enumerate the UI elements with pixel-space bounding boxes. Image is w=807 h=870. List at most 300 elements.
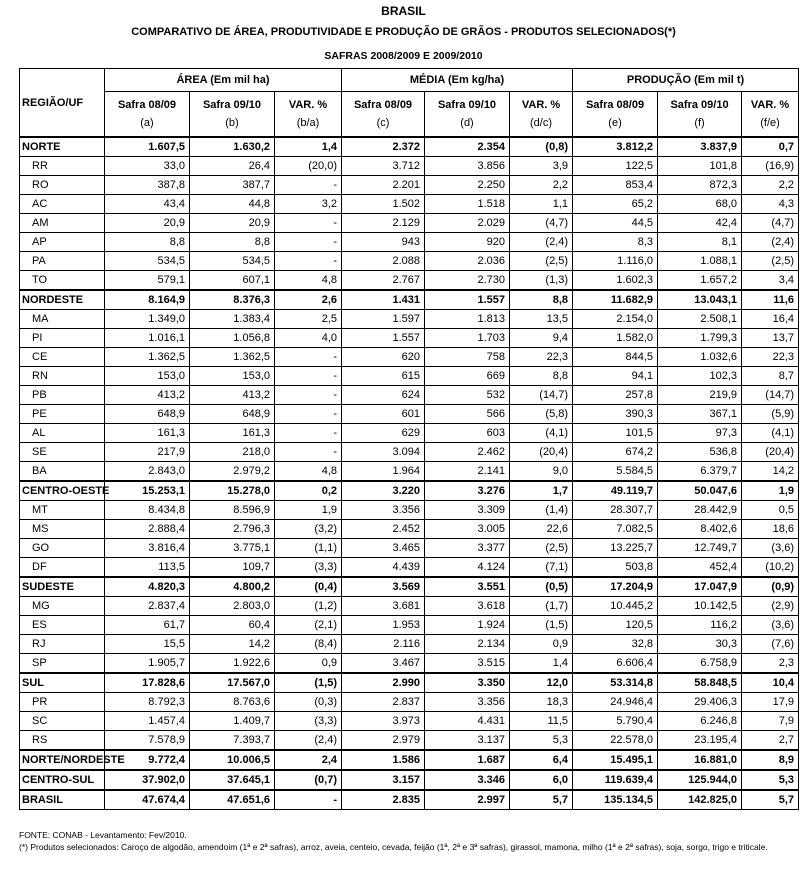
value-cell: 0,9 xyxy=(510,635,573,654)
value-cell: 5,7 xyxy=(510,790,573,810)
value-cell: - xyxy=(275,348,342,367)
value-cell: 5,7 xyxy=(742,790,799,810)
value-cell: 20,9 xyxy=(190,214,275,233)
value-cell: 536,8 xyxy=(658,443,742,462)
value-cell: 413,2 xyxy=(190,386,275,405)
value-cell: - xyxy=(275,790,342,810)
region-name: NORDESTE xyxy=(20,290,105,310)
value-cell: 2.979,2 xyxy=(190,462,275,482)
value-cell: 620 xyxy=(342,348,425,367)
value-cell: 3.220 xyxy=(342,481,425,501)
value-cell: 4,3 xyxy=(742,195,799,214)
value-cell: 3.569 xyxy=(342,577,425,597)
value-cell: 2.843,0 xyxy=(105,462,190,482)
value-cell: 65,2 xyxy=(573,195,658,214)
value-cell: 452,4 xyxy=(658,558,742,578)
value-cell: 566 xyxy=(425,405,510,424)
value-cell: 2.141 xyxy=(425,462,510,482)
products-note: (*) Produtos selecionados: Caroço de algodão, amendoim (1ª e 2ª safras), arroz, aveia, centeio, cevada, feijão (1ª, 2ª e 3ª safras), girassol, mamona, milho (1ª e 2ª safras), soja, sorgo, trigo e triticale. xyxy=(19,842,768,852)
value-cell: 135.134,5 xyxy=(573,790,658,810)
table-row xyxy=(20,558,799,578)
value-cell: 119.639,4 xyxy=(573,770,658,790)
value-cell: (14,7) xyxy=(742,386,799,405)
table-row xyxy=(20,271,799,291)
value-cell: 218,0 xyxy=(190,443,275,462)
value-cell: 15.495,1 xyxy=(573,750,658,770)
value-cell: 29.406,3 xyxy=(658,693,742,712)
value-cell: 37.902,0 xyxy=(105,770,190,790)
state-name: CE xyxy=(20,348,105,367)
value-cell: 2.134 xyxy=(425,635,510,654)
value-cell: (2,5) xyxy=(742,252,799,271)
value-cell: 2.354 xyxy=(425,137,510,157)
value-cell: 20,9 xyxy=(105,214,190,233)
letter-header: (f) xyxy=(658,114,742,137)
value-cell: 22,3 xyxy=(742,348,799,367)
state-name: TO xyxy=(20,271,105,291)
value-cell: 142.825,0 xyxy=(658,790,742,810)
value-cell: 3.837,9 xyxy=(658,137,742,157)
value-cell: 17.828,6 xyxy=(105,673,190,693)
value-cell: 1.924 xyxy=(425,616,510,635)
subcol-header: Safra 08/09 xyxy=(105,92,190,115)
value-cell: 3.137 xyxy=(425,731,510,751)
value-cell: (7,6) xyxy=(742,635,799,654)
value-cell: 3.309 xyxy=(425,501,510,520)
table-row xyxy=(20,443,799,462)
value-cell: - xyxy=(275,405,342,424)
value-cell: 2,4 xyxy=(275,750,342,770)
value-cell: - xyxy=(275,424,342,443)
value-cell: 2.888,4 xyxy=(105,520,190,539)
value-cell: 1.362,5 xyxy=(105,348,190,367)
value-cell: (2,1) xyxy=(275,616,342,635)
value-cell: 8,7 xyxy=(742,367,799,386)
value-cell: 8,1 xyxy=(658,233,742,252)
region-name: CENTRO-SUL xyxy=(20,770,105,790)
value-cell: 2.250 xyxy=(425,176,510,195)
value-cell: 94,1 xyxy=(573,367,658,386)
value-cell: 3.812,2 xyxy=(573,137,658,157)
value-cell: 1.922,6 xyxy=(190,654,275,674)
value-cell: 116,2 xyxy=(658,616,742,635)
value-cell: 8,9 xyxy=(742,750,799,770)
value-cell: (3,6) xyxy=(742,616,799,635)
value-cell: 6,0 xyxy=(510,770,573,790)
value-cell: (2,9) xyxy=(742,597,799,616)
value-cell: (8,4) xyxy=(275,635,342,654)
value-cell: 6.246,8 xyxy=(658,712,742,731)
value-cell: 1.813 xyxy=(425,310,510,329)
value-cell: 1.586 xyxy=(342,750,425,770)
value-cell: 11.682,9 xyxy=(573,290,658,310)
value-cell: 11,5 xyxy=(510,712,573,731)
value-cell: 33,0 xyxy=(105,157,190,176)
value-cell: 1,9 xyxy=(742,481,799,501)
value-cell: 2.462 xyxy=(425,443,510,462)
value-cell: 4.820,3 xyxy=(105,577,190,597)
value-cell: (3,6) xyxy=(742,539,799,558)
value-cell: 2.508,1 xyxy=(658,310,742,329)
state-name: ES xyxy=(20,616,105,635)
value-cell: 10.006,5 xyxy=(190,750,275,770)
value-cell: 101,5 xyxy=(573,424,658,443)
table-row xyxy=(20,386,799,405)
value-cell: 3.350 xyxy=(425,673,510,693)
value-cell: - xyxy=(275,367,342,386)
value-cell: 2.088 xyxy=(342,252,425,271)
state-name: MT xyxy=(20,501,105,520)
value-cell: 615 xyxy=(342,367,425,386)
value-cell: 2.990 xyxy=(342,673,425,693)
value-cell: 12.749,7 xyxy=(658,539,742,558)
value-cell: 1.905,7 xyxy=(105,654,190,674)
value-cell: 2.452 xyxy=(342,520,425,539)
value-cell: (0,5) xyxy=(510,577,573,597)
value-cell: (1,3) xyxy=(510,271,573,291)
value-cell: 3.005 xyxy=(425,520,510,539)
value-cell: 11,6 xyxy=(742,290,799,310)
value-cell: 1,7 xyxy=(510,481,573,501)
table-row xyxy=(20,424,799,443)
value-cell: 1,4 xyxy=(275,137,342,157)
value-cell: 2,3 xyxy=(742,654,799,674)
letter-header: (a) xyxy=(105,114,190,137)
value-cell: 4,8 xyxy=(275,462,342,482)
production-group-header: PRODUÇÃO (Em mil t) xyxy=(573,69,799,92)
region-name: NORTE xyxy=(20,137,105,157)
value-cell: (3,3) xyxy=(275,712,342,731)
value-cell: (2,4) xyxy=(510,233,573,252)
value-cell: 579,1 xyxy=(105,271,190,291)
state-name: DF xyxy=(20,558,105,578)
value-cell: 2.837,4 xyxy=(105,597,190,616)
value-cell: 10,4 xyxy=(742,673,799,693)
value-cell: (0,9) xyxy=(742,577,799,597)
value-cell: 387,7 xyxy=(190,176,275,195)
value-cell: 2.201 xyxy=(342,176,425,195)
value-cell: 6.758,9 xyxy=(658,654,742,674)
value-cell: 844,5 xyxy=(573,348,658,367)
value-cell: 1.557 xyxy=(425,290,510,310)
table-row xyxy=(20,790,799,810)
subcol-header: VAR. % xyxy=(742,92,799,115)
value-cell: 3.467 xyxy=(342,654,425,674)
value-cell: 109,7 xyxy=(190,558,275,578)
state-name: RO xyxy=(20,176,105,195)
value-cell: 758 xyxy=(425,348,510,367)
value-cell: - xyxy=(275,443,342,462)
value-cell: 5,3 xyxy=(742,770,799,790)
letter-header: (e) xyxy=(573,114,658,137)
state-name: MA xyxy=(20,310,105,329)
table-row xyxy=(20,329,799,348)
value-cell: 15.253,1 xyxy=(105,481,190,501)
state-name: AP xyxy=(20,233,105,252)
value-cell: (0,8) xyxy=(510,137,573,157)
value-cell: 1.088,1 xyxy=(658,252,742,271)
value-cell: 17.567,0 xyxy=(190,673,275,693)
value-cell: 1,9 xyxy=(275,501,342,520)
value-cell: 629 xyxy=(342,424,425,443)
value-cell: 28.442,9 xyxy=(658,501,742,520)
value-cell: 1.657,2 xyxy=(658,271,742,291)
value-cell: - xyxy=(275,233,342,252)
value-cell: 1.116,0 xyxy=(573,252,658,271)
table-row xyxy=(20,520,799,539)
value-cell: 601 xyxy=(342,405,425,424)
value-cell: 47.674,4 xyxy=(105,790,190,810)
letter-header: (b) xyxy=(190,114,275,137)
table-row xyxy=(20,654,799,674)
subcol-header: Safra 09/10 xyxy=(658,92,742,115)
value-cell: 2.029 xyxy=(425,214,510,233)
value-cell: 2.796,3 xyxy=(190,520,275,539)
value-cell: 8.792,3 xyxy=(105,693,190,712)
value-cell: 2,6 xyxy=(275,290,342,310)
value-cell: 603 xyxy=(425,424,510,443)
table-row xyxy=(20,731,799,751)
table-row xyxy=(20,501,799,520)
value-cell: 50.047,6 xyxy=(658,481,742,501)
value-cell: 8.376,3 xyxy=(190,290,275,310)
value-cell: 5.790,4 xyxy=(573,712,658,731)
value-cell: 23.195,4 xyxy=(658,731,742,751)
table-row xyxy=(20,770,799,790)
value-cell: 8,8 xyxy=(510,290,573,310)
state-name: RN xyxy=(20,367,105,386)
state-name: SC xyxy=(20,712,105,731)
value-cell: 6.379,7 xyxy=(658,462,742,482)
region-name: BRASIL xyxy=(20,790,105,810)
value-cell: 47.651,6 xyxy=(190,790,275,810)
table-row xyxy=(20,290,799,310)
region-name: CENTRO-OESTE xyxy=(20,481,105,501)
value-cell: 1.362,5 xyxy=(190,348,275,367)
value-cell: 257,8 xyxy=(573,386,658,405)
value-cell: (5,8) xyxy=(510,405,573,424)
value-cell: 16.881,0 xyxy=(658,750,742,770)
table-row xyxy=(20,673,799,693)
value-cell: 624 xyxy=(342,386,425,405)
value-cell: 3.356 xyxy=(425,693,510,712)
header-subcol-row xyxy=(20,92,799,115)
value-cell: (4,7) xyxy=(742,214,799,233)
value-cell: (4,7) xyxy=(510,214,573,233)
table-row xyxy=(20,157,799,176)
value-cell: 4,0 xyxy=(275,329,342,348)
value-cell: (1,5) xyxy=(510,616,573,635)
value-cell: 503,8 xyxy=(573,558,658,578)
value-cell: 18,6 xyxy=(742,520,799,539)
value-cell: 3.775,1 xyxy=(190,539,275,558)
value-cell: - xyxy=(275,386,342,405)
table-row xyxy=(20,750,799,770)
value-cell: 44,5 xyxy=(573,214,658,233)
value-cell: 3.094 xyxy=(342,443,425,462)
subcol-header: Safra 08/09 xyxy=(342,92,425,115)
area-group-header: ÁREA (Em mil ha) xyxy=(105,69,342,92)
value-cell: 8.402,6 xyxy=(658,520,742,539)
value-cell: (10,2) xyxy=(742,558,799,578)
value-cell: 30,3 xyxy=(658,635,742,654)
value-cell: 3.356 xyxy=(342,501,425,520)
state-name: BA xyxy=(20,462,105,482)
value-cell: 4,8 xyxy=(275,271,342,291)
value-cell: 53.314,8 xyxy=(573,673,658,693)
value-cell: 648,9 xyxy=(190,405,275,424)
yield-group-header: MÉDIA (Em kg/ha) xyxy=(342,69,573,92)
value-cell: 1.602,3 xyxy=(573,271,658,291)
state-name: PB xyxy=(20,386,105,405)
value-cell: 3,2 xyxy=(275,195,342,214)
value-cell: 15.278,0 xyxy=(190,481,275,501)
header-letter-row xyxy=(20,114,799,137)
value-cell: 58.848,5 xyxy=(658,673,742,693)
value-cell: 97,3 xyxy=(658,424,742,443)
value-cell: 8,3 xyxy=(573,233,658,252)
value-cell: 2.129 xyxy=(342,214,425,233)
value-cell: 669 xyxy=(425,367,510,386)
value-cell: 532 xyxy=(425,386,510,405)
state-name: AC xyxy=(20,195,105,214)
value-cell: 24.946,4 xyxy=(573,693,658,712)
value-cell: 4.800,2 xyxy=(190,577,275,597)
value-cell: (2,4) xyxy=(275,731,342,751)
table-row xyxy=(20,310,799,329)
table-row xyxy=(20,712,799,731)
value-cell: 2,5 xyxy=(275,310,342,329)
value-cell: 22.578,0 xyxy=(573,731,658,751)
value-cell: 853,4 xyxy=(573,176,658,195)
value-cell: 1.383,4 xyxy=(190,310,275,329)
value-cell: 17,9 xyxy=(742,693,799,712)
table-row xyxy=(20,577,799,597)
value-cell: 22,3 xyxy=(510,348,573,367)
region-name: SUL xyxy=(20,673,105,693)
state-name: AM xyxy=(20,214,105,233)
report-subtitle: COMPARATIVO DE ÁREA, PRODUTIVIDADE E PRODUÇÃO DE GRÃOS - PRODUTOS SELECIONADOS(*) xyxy=(131,26,676,38)
value-cell: (3,3) xyxy=(275,558,342,578)
value-cell: 1.056,8 xyxy=(190,329,275,348)
subcol-header: VAR. % xyxy=(510,92,573,115)
table-row xyxy=(20,616,799,635)
letter-header: (d/c) xyxy=(510,114,573,137)
value-cell: 2.036 xyxy=(425,252,510,271)
value-cell: 3.551 xyxy=(425,577,510,597)
value-cell: 1.582,0 xyxy=(573,329,658,348)
state-name: AL xyxy=(20,424,105,443)
value-cell: (20,4) xyxy=(510,443,573,462)
value-cell: 7.082,5 xyxy=(573,520,658,539)
value-cell: 14,2 xyxy=(190,635,275,654)
state-name: RR xyxy=(20,157,105,176)
value-cell: 2,7 xyxy=(742,731,799,751)
value-cell: 60,4 xyxy=(190,616,275,635)
value-cell: - xyxy=(275,252,342,271)
value-cell: 32,8 xyxy=(573,635,658,654)
letter-header: (c) xyxy=(342,114,425,137)
value-cell: (2,4) xyxy=(742,233,799,252)
value-cell: 6,4 xyxy=(510,750,573,770)
value-cell: 1.687 xyxy=(425,750,510,770)
value-cell: 3,9 xyxy=(510,157,573,176)
value-cell: 0,9 xyxy=(275,654,342,674)
grain-comparison-table xyxy=(19,68,799,810)
value-cell: 1.607,5 xyxy=(105,137,190,157)
value-cell: 12,0 xyxy=(510,673,573,693)
value-cell: 68,0 xyxy=(658,195,742,214)
value-cell: 14,2 xyxy=(742,462,799,482)
value-cell: (1,7) xyxy=(510,597,573,616)
value-cell: 9,0 xyxy=(510,462,573,482)
value-cell: 8.164,9 xyxy=(105,290,190,310)
value-cell: 2.730 xyxy=(425,271,510,291)
value-cell: 219,9 xyxy=(658,386,742,405)
value-cell: 8.596,9 xyxy=(190,501,275,520)
value-cell: 2.803,0 xyxy=(190,597,275,616)
value-cell: 1.431 xyxy=(342,290,425,310)
letter-header: (f/e) xyxy=(742,114,799,137)
state-name: SE xyxy=(20,443,105,462)
table-row xyxy=(20,462,799,482)
value-cell: 674,2 xyxy=(573,443,658,462)
region-name: SUDESTE xyxy=(20,577,105,597)
value-cell: 42,4 xyxy=(658,214,742,233)
value-cell: 17.047,9 xyxy=(658,577,742,597)
value-cell: 2.835 xyxy=(342,790,425,810)
value-cell: 2.837 xyxy=(342,693,425,712)
state-name: SP xyxy=(20,654,105,674)
value-cell: (4,1) xyxy=(510,424,573,443)
value-cell: 1.703 xyxy=(425,329,510,348)
table-row xyxy=(20,252,799,271)
value-cell: 17.204,9 xyxy=(573,577,658,597)
value-cell: 7.393,7 xyxy=(190,731,275,751)
value-cell: 26,4 xyxy=(190,157,275,176)
value-cell: 920 xyxy=(425,233,510,252)
value-cell: (0,3) xyxy=(275,693,342,712)
value-cell: 2.979 xyxy=(342,731,425,751)
value-cell: 3.856 xyxy=(425,157,510,176)
table-row xyxy=(20,693,799,712)
value-cell: 125.944,0 xyxy=(658,770,742,790)
subcol-header: VAR. % xyxy=(275,92,342,115)
table-row xyxy=(20,233,799,252)
value-cell: 3.515 xyxy=(425,654,510,674)
value-cell: 3.157 xyxy=(342,770,425,790)
value-cell: 607,1 xyxy=(190,271,275,291)
value-cell: 122,5 xyxy=(573,157,658,176)
value-cell: 8,8 xyxy=(510,367,573,386)
value-cell: (16,9) xyxy=(742,157,799,176)
value-cell: 390,3 xyxy=(573,405,658,424)
value-cell: 1,1 xyxy=(510,195,573,214)
value-cell: 101,8 xyxy=(658,157,742,176)
value-cell: 3.712 xyxy=(342,157,425,176)
value-cell: 3.346 xyxy=(425,770,510,790)
value-cell: 113,5 xyxy=(105,558,190,578)
value-cell: 43,4 xyxy=(105,195,190,214)
value-cell: 1.502 xyxy=(342,195,425,214)
value-cell: 0,5 xyxy=(742,501,799,520)
value-cell: 3.816,4 xyxy=(105,539,190,558)
value-cell: 49.119,7 xyxy=(573,481,658,501)
value-cell: 2.116 xyxy=(342,635,425,654)
letter-header: (b/a) xyxy=(275,114,342,137)
value-cell: 5.584,5 xyxy=(573,462,658,482)
value-cell: 1.032,6 xyxy=(658,348,742,367)
